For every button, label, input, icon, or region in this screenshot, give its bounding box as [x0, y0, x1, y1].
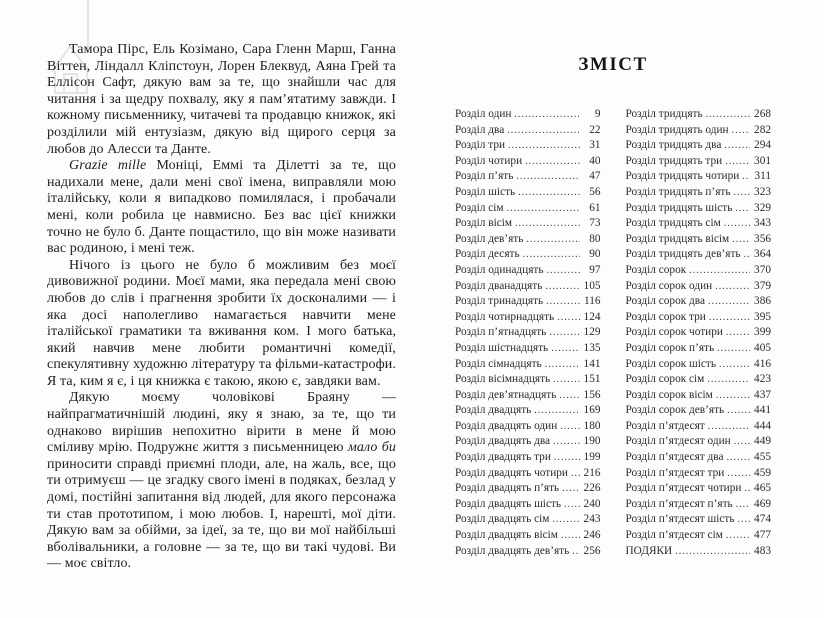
- toc-entry-page: 180: [583, 419, 601, 432]
- toc-entry[interactable]: [455, 435, 601, 451]
- toc-entry-page: 246: [583, 529, 601, 542]
- toc-entry-page: 301: [754, 154, 771, 167]
- dot-leader: [545, 281, 579, 292]
- toc-entry-page: 199: [583, 451, 601, 464]
- toc-entry-page: 243: [583, 513, 601, 526]
- toc-entry-page: 405: [754, 341, 771, 354]
- dot-leader: [738, 514, 750, 525]
- toc-entry[interactable]: [455, 108, 601, 124]
- toc-entry-label: Розділ сорок сім: [625, 373, 705, 386]
- toc-entry[interactable]: [626, 404, 772, 420]
- toc-entry[interactable]: [455, 373, 601, 389]
- toc-entry-page: 141: [583, 357, 601, 370]
- toc-entry-page: 105: [583, 279, 601, 292]
- dot-leader: [708, 296, 750, 307]
- toc-entry-label: Розділ сорок: [625, 263, 687, 276]
- toc-columns: [455, 108, 771, 560]
- paragraph: Дякую моєму чоловікові Браяну — найпрагматичнішій людині, яку я знаю, за те, що ти однаково вирішив непохитно вірити в мене й мою сміливу мрію. Подружнє життя з письменницею мало би приносити справді приємні плоди, але, на жаль, все, що ти отримуєш — це згадку свого імені в подяках, безлад у домі, постійні запитання від людей, для якого персонажа ти став прототипом, і мою любов. І, нарешті, мої діти. Дякую вам за обійми, за ідеї, за те, що ви мої найбільші вболівальники, а головне — за те, що ви такі чудові. Ви — моє світло.: [47, 390, 396, 572]
- toc-entry-label: Розділ сорок п’ять: [625, 341, 715, 354]
- dot-leader: [572, 546, 579, 557]
- toc-entry[interactable]: [455, 404, 601, 420]
- toc-entry-page: 441: [754, 404, 771, 417]
- dot-leader: [724, 218, 750, 229]
- toc-entry-page: 282: [754, 123, 771, 136]
- toc-entry-page: 240: [583, 497, 601, 510]
- toc-entry-page: 124: [583, 310, 601, 323]
- dot-leader: [546, 296, 579, 307]
- toc-entry-label: Розділ п’ятдесят сім: [625, 529, 723, 542]
- toc-entry-label: Розділ дев’ять: [455, 232, 524, 245]
- dot-leader: [732, 234, 750, 245]
- toc-entry-page: 465: [754, 482, 771, 495]
- toc-entry-label: Розділ п’ятдесят два: [625, 451, 724, 464]
- dot-leader: [727, 452, 750, 463]
- toc-entry[interactable]: [455, 248, 601, 264]
- dot-leader: [675, 546, 750, 557]
- toc-entry[interactable]: [455, 358, 601, 374]
- dot-leader: [562, 483, 579, 494]
- dot-leader: [719, 359, 750, 370]
- toc-entry-label: Розділ тридцять чотири: [625, 170, 740, 183]
- toc-entry-page: 459: [754, 466, 771, 479]
- toc-entry-label: Розділ сорок дев’ять: [625, 404, 725, 417]
- toc-entry[interactable]: [626, 373, 772, 389]
- paragraph: Нічого із цього не було б можливим без моєї дивовижної родини. Моєї мами, яка передала мені свою любов до слів і прагнення зробити їх досконалими — і яка досі наполегливо намагається навчити мене італійської граматики та вживання ком. І мого батька, який навчив мене любити романтичні комедії, спекулятивну художню літературу та фільми-катастрофи. Я та, ким я є, і ця книжка є такою, якою є, завдяки вам.: [47, 257, 396, 389]
- toc-entry[interactable]: [455, 498, 601, 514]
- dot-leader: [549, 327, 579, 338]
- dot-leader: [706, 109, 750, 120]
- toc-entry[interactable]: [626, 248, 772, 264]
- toc-entry-page: 61: [589, 201, 601, 214]
- toc-entry-label: Розділ тридцять вісім: [625, 232, 730, 245]
- toc-entry-page: 444: [754, 419, 771, 432]
- toc-entry[interactable]: [455, 295, 601, 311]
- toc-entry-label: Розділ шістнадцять: [455, 341, 549, 354]
- dot-leader: [571, 468, 580, 479]
- toc-entry[interactable]: [455, 389, 601, 405]
- toc-entry-label: Розділ десять: [455, 248, 520, 261]
- dot-leader: [709, 312, 750, 323]
- dot-leader: [561, 530, 580, 541]
- toc-entry-page: 256: [583, 544, 601, 557]
- toc-entry-label: Розділ двадцять чотири: [455, 466, 568, 479]
- toc-entry-page: 356: [754, 232, 771, 245]
- toc-entry-label: Розділ тридцять сім: [625, 217, 721, 230]
- toc-entry-page: 90: [589, 248, 601, 261]
- toc-entry[interactable]: [626, 170, 772, 186]
- toc-entry-label: Розділ двадцять сім: [455, 513, 550, 526]
- toc-entry-page: 97: [589, 263, 601, 276]
- dot-leader: [564, 499, 579, 510]
- toc-entry-label: Розділ двадцять шість: [455, 497, 562, 510]
- toc-entry[interactable]: [455, 186, 601, 202]
- toc-entry-label: Розділ тридцять дев’ять: [625, 248, 741, 261]
- toc-entry-label: Розділ двадцять дев’ять: [455, 544, 570, 557]
- toc-entry-label: ПОДЯКИ: [625, 544, 673, 557]
- toc-title: ЗМІСТ: [578, 54, 648, 75]
- toc-entry[interactable]: [455, 482, 601, 498]
- dot-leader: [553, 436, 579, 447]
- dot-leader: [507, 203, 580, 214]
- toc-entry-page: 190: [583, 435, 601, 448]
- acknowledgments-page: [47, 42, 396, 573]
- dot-leader: [559, 390, 579, 401]
- paragraph: Grazie mille Моніці, Еммі та Ділетті за те, що надихали мене, дали мені свої імена, виправляли мою італійську, коли я випадково помилялася, і пробачали мені, коли робила це навмисно. Без вас цієї книжки точно не було б. Данте пощастило, що він може називати вас родиною, і мені теж.: [47, 158, 396, 257]
- toc-entry[interactable]: [455, 513, 601, 529]
- toc-entry[interactable]: [626, 311, 772, 327]
- toc-entry-label: Розділ п’ятдесят п’ять: [625, 497, 733, 510]
- dot-leader: [724, 140, 750, 151]
- toc-column-left: [455, 108, 601, 560]
- dot-leader: [735, 203, 750, 214]
- toc-entry[interactable]: [455, 467, 601, 483]
- toc-entry-label: Розділ двадцять: [455, 404, 532, 417]
- toc-entry[interactable]: [455, 280, 601, 296]
- toc-entry-page: 370: [754, 263, 771, 276]
- dot-leader: [726, 530, 750, 541]
- dot-leader: [534, 405, 579, 416]
- toc-entry-label: Розділ п’ятдесят один: [625, 435, 731, 448]
- dot-leader: [736, 499, 750, 510]
- toc-entry-page: 364: [754, 248, 771, 261]
- toc-entry-page: 469: [754, 497, 771, 510]
- toc-entry[interactable]: [455, 139, 601, 155]
- dot-leader: [552, 514, 579, 525]
- toc-entry-label: Розділ одинадцять: [455, 263, 544, 276]
- toc-entry-label: Розділ двадцять один: [455, 419, 558, 432]
- toc-entry-page: 386: [754, 295, 771, 308]
- toc-entry-label: Розділ п’ятдесят чотири: [625, 482, 742, 495]
- toc-entry[interactable]: [626, 326, 772, 342]
- dot-leader: [554, 452, 580, 463]
- dot-leader: [727, 468, 750, 479]
- toc-entry-page: 395: [754, 310, 771, 323]
- dot-leader: [508, 140, 579, 151]
- toc-entry[interactable]: [455, 155, 601, 171]
- toc-entry-page: 423: [754, 373, 771, 386]
- toc-entry-label: Розділ два: [455, 123, 505, 136]
- toc-entry-label: Розділ п’ятдесят шість: [625, 513, 735, 526]
- toc-entry-label: Розділ тридцять два: [625, 139, 722, 152]
- toc-entry-page: 216: [583, 466, 601, 479]
- toc-entry-page: 80: [589, 232, 601, 245]
- toc-entry-label: Розділ чотирнадцять: [455, 310, 555, 323]
- toc-entry-page: 151: [583, 373, 601, 386]
- dot-leader: [560, 421, 579, 432]
- dot-leader: [727, 405, 750, 416]
- acknowledgments-text: [47, 42, 396, 573]
- toc-entry-page: 416: [754, 357, 771, 370]
- toc-entry[interactable]: [626, 124, 772, 140]
- toc-entry[interactable]: [626, 529, 772, 545]
- toc-entry-label: Розділ чотири: [455, 154, 523, 167]
- dot-leader: [553, 374, 579, 385]
- toc-column-right: [626, 108, 772, 560]
- toc-entry-label: Розділ вісімнадцять: [455, 373, 551, 386]
- toc-entry[interactable]: [455, 217, 601, 233]
- dot-leader: [716, 390, 750, 401]
- toc-entry[interactable]: [455, 545, 601, 561]
- toc-entry-page: 474: [754, 513, 771, 526]
- toc-entry-label: Розділ двадцять три: [455, 451, 551, 464]
- toc-entry[interactable]: [626, 358, 772, 374]
- toc-entry[interactable]: [626, 264, 772, 280]
- toc-entry-label: Розділ тридцять три: [625, 154, 723, 167]
- toc-entry-label: Розділ сорок два: [625, 295, 705, 308]
- toc-entry-label: Розділ три: [455, 139, 506, 152]
- toc-entry-page: 294: [754, 139, 771, 152]
- toc-entry-page: 129: [583, 326, 601, 339]
- toc-entry-label: Розділ сорок шість: [625, 357, 716, 370]
- toc-entry-label: Розділ вісім: [455, 217, 513, 230]
- toc-entry-label: Розділ двадцять два: [455, 435, 551, 448]
- toc-entry-label: Розділ п’ятдесят три: [625, 466, 725, 479]
- dot-leader: [725, 156, 750, 167]
- toc-entry-page: 22: [589, 123, 601, 136]
- toc-entry-label: Розділ дванадцять: [455, 279, 543, 292]
- toc-entry-page: 40: [589, 154, 601, 167]
- toc-entry[interactable]: [626, 513, 772, 529]
- toc-entry[interactable]: [455, 451, 601, 467]
- toc-entry[interactable]: [455, 311, 601, 327]
- toc-entry[interactable]: [626, 451, 772, 467]
- toc-entry[interactable]: [455, 124, 601, 140]
- toc-entry-label: Розділ п’ятнадцять: [455, 326, 547, 339]
- toc-entry-page: 437: [754, 388, 771, 401]
- toc-entry-page: 169: [583, 404, 601, 417]
- toc-entry[interactable]: [455, 420, 601, 436]
- toc-entry[interactable]: [626, 186, 772, 202]
- dot-leader: [732, 125, 750, 136]
- toc-entry-page: 135: [583, 341, 601, 354]
- toc-entry-label: Розділ сімнадцять: [455, 357, 542, 370]
- toc-entry-label: Розділ шість: [455, 185, 516, 198]
- toc-entry-page: 156: [583, 388, 601, 401]
- dot-leader: [515, 218, 579, 229]
- toc-entry[interactable]: [455, 202, 601, 218]
- dot-leader: [707, 374, 750, 385]
- toc-entry-page: 449: [754, 435, 771, 448]
- toc-entry-label: Розділ сорок три: [625, 310, 706, 323]
- toc-entry-page: 56: [589, 185, 601, 198]
- toc-entry-label: Розділ сорок чотири: [625, 326, 723, 339]
- toc-entry[interactable]: [455, 529, 601, 545]
- dot-leader: [516, 171, 579, 182]
- dot-leader: [526, 234, 579, 245]
- toc-entry[interactable]: [626, 233, 772, 249]
- toc-entry-label: Розділ п’ятдесят: [625, 419, 705, 432]
- dot-leader: [545, 359, 580, 370]
- toc-entry-page: 311: [754, 170, 771, 183]
- toc-entry-page: 47: [589, 170, 601, 183]
- toc-entry-label: Розділ один: [455, 108, 512, 120]
- toc-entry[interactable]: [626, 217, 772, 233]
- toc-entry[interactable]: [626, 280, 772, 296]
- toc-entry-label: Розділ тридцять шість: [625, 201, 733, 214]
- paragraph: Тамора Пірс, Ель Козімано, Сара Гленн Марш, Ганна Віттен, Ліндалл Кліпстоун, Лорен Блеквуд, Аяна Грей та Еллісон Сафт, дякую вам за те, що знайшли час для читання і за щедру похвалу, яку я пам’ятатиму завжди. І кожному письменнику, читачеві та продавцю книжок, які розділили мій ентузіазм, дякую від щирого серця за любов до Алесси та Данте.: [47, 42, 396, 157]
- toc-entry-page: 399: [754, 326, 771, 339]
- toc-entry[interactable]: [626, 342, 772, 358]
- toc-entry[interactable]: [455, 326, 601, 342]
- dot-leader: [715, 281, 750, 292]
- toc-entry-page: 226: [583, 482, 601, 495]
- toc-entry-page: 483: [754, 544, 771, 557]
- toc-entry[interactable]: [626, 435, 772, 451]
- toc-entry[interactable]: [626, 108, 772, 124]
- toc-entry-label: Розділ двадцять п’ять: [455, 482, 560, 495]
- toc-entry-page: 31: [589, 139, 601, 152]
- toc-entry-label: Розділ сім: [455, 201, 504, 214]
- dot-leader: [523, 249, 580, 260]
- toc-entry[interactable]: [626, 202, 772, 218]
- toc-entry-label: Розділ тридцять п’ять: [625, 185, 731, 198]
- toc-entry[interactable]: [626, 498, 772, 514]
- toc-entry[interactable]: [626, 420, 772, 436]
- toc-entry[interactable]: [626, 295, 772, 311]
- toc-entry-page: 477: [754, 529, 771, 542]
- toc-entry-label: Розділ тридцять один: [625, 123, 729, 136]
- toc-entry[interactable]: [626, 389, 772, 405]
- dot-leader: [742, 171, 750, 182]
- toc-page: [455, 54, 771, 560]
- toc-entry-page: 329: [754, 201, 771, 214]
- toc-entry[interactable]: [626, 139, 772, 155]
- toc-entry[interactable]: [455, 264, 601, 280]
- toc-entry-label: Розділ тридцять: [625, 108, 703, 120]
- toc-entry-label: Розділ п’ять: [455, 170, 514, 183]
- toc-entry[interactable]: [455, 342, 601, 358]
- toc-entry-label: Розділ двадцять вісім: [455, 529, 558, 542]
- dot-leader: [518, 187, 579, 198]
- toc-entry[interactable]: [626, 545, 772, 561]
- dot-leader: [507, 125, 579, 136]
- dot-leader: [689, 265, 750, 276]
- dot-leader: [726, 327, 750, 338]
- toc-entry[interactable]: [455, 233, 601, 249]
- dot-leader: [547, 265, 580, 276]
- toc-entry-page: 9: [594, 108, 601, 120]
- toc-entry-page: 323: [754, 185, 771, 198]
- toc-entry[interactable]: [626, 467, 772, 483]
- toc-entry-page: 73: [589, 217, 601, 230]
- dot-leader: [708, 421, 750, 432]
- dot-leader: [551, 343, 579, 354]
- toc-entry[interactable]: [626, 482, 772, 498]
- toc-entry-label: Розділ сорок вісім: [625, 388, 713, 401]
- toc-entry-page: 455: [754, 451, 771, 464]
- dot-leader: [557, 312, 579, 323]
- dot-leader: [717, 343, 750, 354]
- toc-entry-page: 116: [583, 295, 601, 308]
- toc-entry-label: Розділ дев’ятнадцять: [455, 388, 557, 401]
- toc-entry-label: Розділ тринадцять: [455, 295, 544, 308]
- dot-leader: [514, 109, 579, 120]
- toc-entry-label: Розділ сорок один: [625, 279, 713, 292]
- toc-entry-page: 343: [754, 217, 771, 230]
- toc-entry-page: 268: [754, 108, 771, 120]
- dot-leader: [525, 156, 579, 167]
- toc-entry-page: 379: [754, 279, 771, 292]
- toc-entry[interactable]: [626, 155, 772, 171]
- dot-leader: [734, 436, 750, 447]
- toc-entry[interactable]: [455, 170, 601, 186]
- dot-leader: [734, 187, 750, 198]
